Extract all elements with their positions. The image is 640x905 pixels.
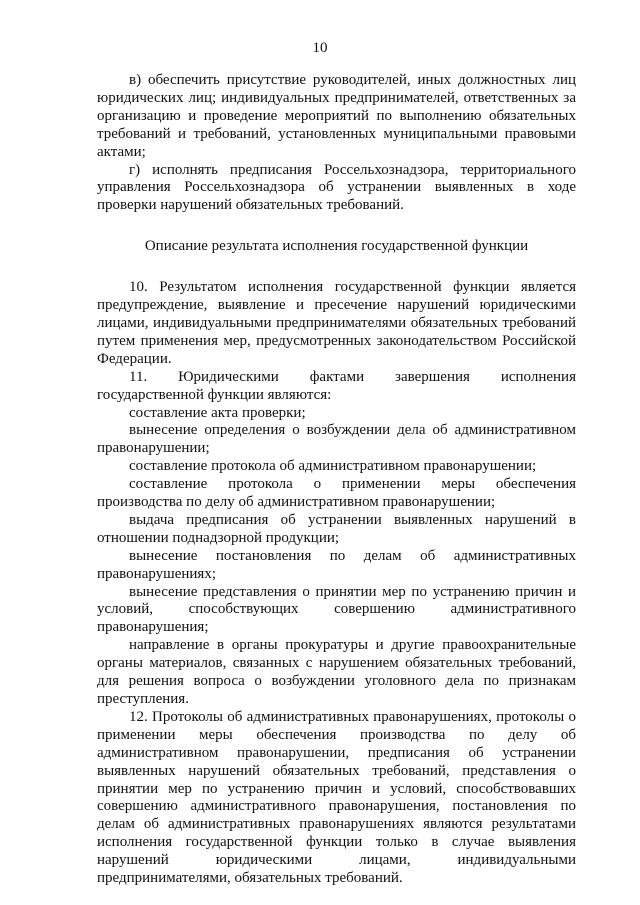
paragraph-item-g: г) исполнять предписания Россельхознадзора, территориального управления Россельхознадзора об устранении выявленных в ходе проверки нарушений обязательных требований. [97,161,576,214]
page-number: 10 [312,40,328,56]
list-item: составление протокола об административном правонарушении; [129,458,537,475]
paragraph-10: 10. Результатом исполнения государственной функции является предупреждение, выявление и пресечение нарушений юридическими лицами, индивидуальными предпринимателями обязательных требований путем применения мер, предусмотренных законодательством Российской Федерации. [97,279,576,367]
list-item: составление акта проверки; [129,404,306,421]
list-item: вынесение постановления по делам об административных правонарушениях; [97,547,576,582]
document-body [97,72,576,888]
paragraph-item-v: в) обеспечить присутствие руководителей, иных должностных лиц юридических лиц; индивидуальных предпринимателей, ответственных за организацию и проведение мероприятий по выполнению обязательных требований и требований, установленных муниципальными правовыми актами; [97,72,576,160]
list-item: выдача предписания об устранении выявленных нарушений в отношении поднадзорной продукции; [97,511,576,546]
list-item: составление протокола о применении меры обеспечения производства по делу об административном правонарушении; [97,476,576,511]
list-item: направление в органы прокуратуры и другие правоохранительные органы материалов, связанных с нарушением обязательных требований, для решения вопроса о возбуждении уголовного дела по признакам преступления. [97,637,576,707]
list-item: вынесение определения о возбуждении дела об административном правонарушении; [97,422,576,457]
section-heading: Описание результата исполнения государственной функции [144,238,529,255]
paragraph-12: 12. Протоколы об административных правонарушениях, протоколы о применении меры обеспечения производства по делу об административном правонарушении, предписания об устранении выявленных нарушений обязательных требований, представления о принятии мер по устранению причин и условий, способствовавших совершению административного правонарушения, постановления по делам об административных правонарушениях являются результатами исполнения государственной функции только в случае выявления нарушений юридическими лицами, индивидуальными предпринимателями, обязательных требований. [97,708,576,887]
list-item: вынесение представления о принятии мер по устранению причин и условий, способствующих совершению административного правонарушения; [97,583,576,636]
paragraph-11: 11. Юридическими фактами завершения исполнения государственной функции являются: [97,368,576,403]
